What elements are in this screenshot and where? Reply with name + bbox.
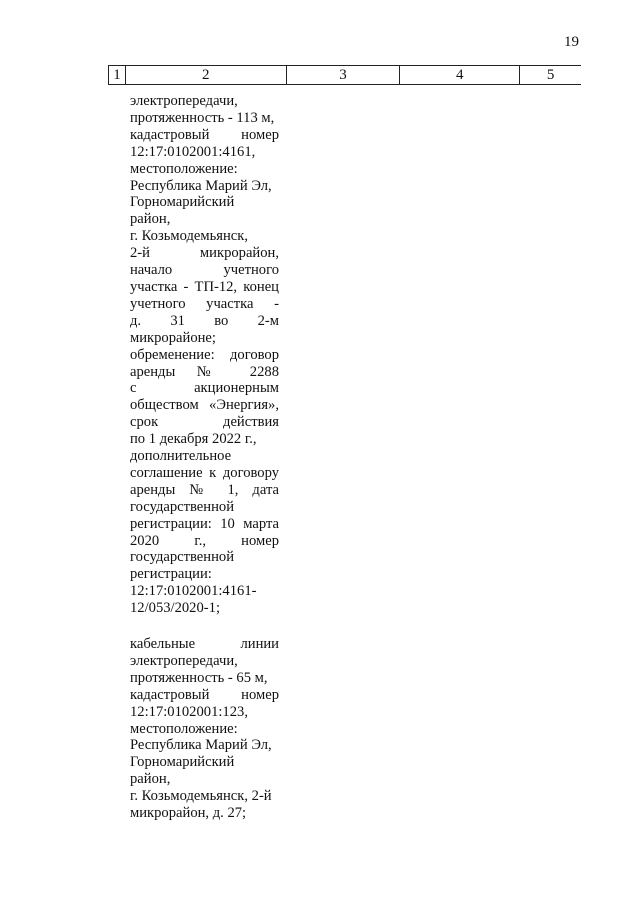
text-line: срок действия	[130, 414, 279, 431]
text-line: кабельные линии	[130, 636, 279, 652]
text-line: обществом «Энергия»,	[130, 397, 279, 414]
text-line: регистрации: 10 марта	[130, 515, 279, 532]
text-line: кадастровый номер	[130, 126, 279, 143]
text-line: д. 31 во 2-м	[130, 312, 279, 329]
text-line: Горномарийский	[130, 194, 235, 211]
text-line: протяженность - 113 м,	[130, 109, 275, 126]
text-line: микрорайон, д. 27;	[130, 805, 247, 822]
text-line: соглашение к договору	[130, 464, 279, 481]
text-line: регистрации:	[130, 566, 212, 583]
table-header-col-1: 1	[109, 66, 126, 84]
text-line: г. Козьмодемьянск, 2-й	[130, 788, 272, 805]
table-header-col-5: 5	[546, 67, 555, 83]
column-2-entry-continued	[130, 93, 279, 617]
text-line: аренды № 2288	[130, 363, 279, 380]
text-line: начало учетного	[130, 262, 279, 279]
text-line: г. Козьмодемьянск,	[130, 228, 249, 245]
text-line: учетного участка -	[130, 295, 279, 312]
text-line: микрорайоне;	[130, 329, 216, 346]
text-line: государственной	[130, 549, 235, 566]
text-line: местоположение:	[130, 160, 238, 177]
text-line: район,	[130, 211, 171, 228]
text-line: 2-й микрорайон,	[130, 245, 279, 262]
text-line: местоположение:	[130, 720, 238, 737]
page-number: 19	[564, 34, 579, 50]
table-header-row	[108, 65, 581, 85]
table-header-col-3: 3	[287, 66, 401, 84]
text-line: аренды № 1, дата	[130, 481, 279, 498]
text-line: обременение: договор	[130, 346, 279, 363]
text-line: кадастровый номер	[130, 686, 279, 703]
text-line: Горномарийский	[130, 754, 235, 771]
text-line: с акционерным	[130, 380, 279, 397]
table-header-col-2: 2	[126, 66, 287, 84]
text-line: электропередачи,	[130, 93, 238, 109]
text-line: электропередачи,	[130, 652, 238, 669]
text-line: район,	[130, 771, 171, 788]
text-line: 2020 г., номер	[130, 532, 279, 549]
text-line: участка - ТП-12, конец	[130, 278, 279, 295]
text-line: 12:17:0102001:123,	[130, 703, 248, 720]
text-line: Республика Марий Эл,	[130, 737, 272, 754]
text-line: Республика Марий Эл,	[130, 177, 272, 194]
column-2-entry-cable-lines	[130, 636, 279, 822]
text-line: государственной	[130, 498, 235, 515]
text-line: 12:17:0102001:4161-	[130, 583, 257, 600]
text-line: 12/053/2020-1;	[130, 600, 220, 617]
text-line: 12:17:0102001:4161,	[130, 143, 256, 160]
table-header-col-4: 4	[400, 66, 520, 84]
text-line: протяженность - 65 м,	[130, 669, 268, 686]
text-line: по 1 декабря 2022 г.,	[130, 431, 257, 448]
text-line: дополнительное	[130, 448, 232, 465]
